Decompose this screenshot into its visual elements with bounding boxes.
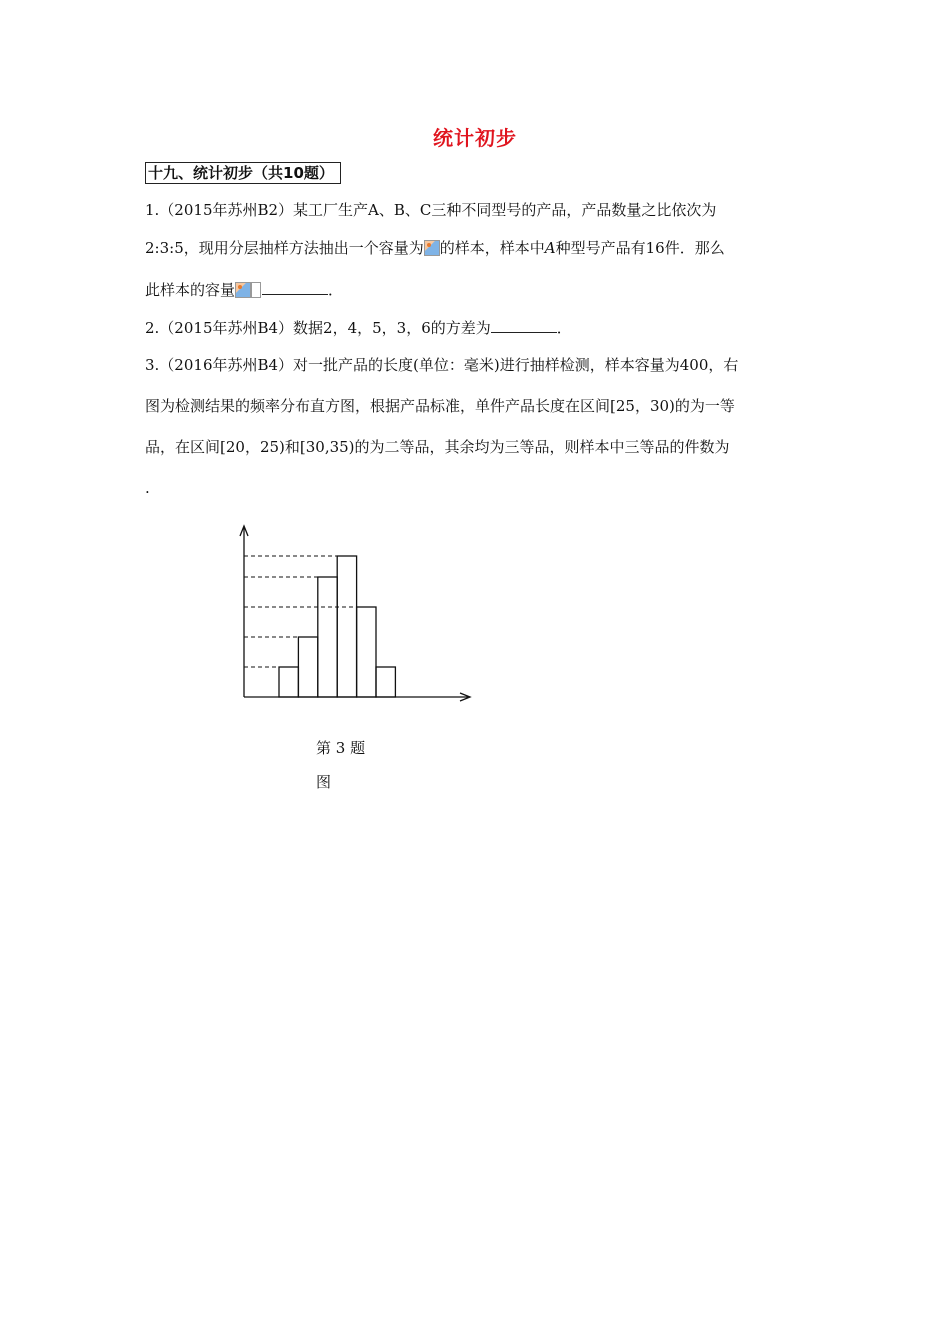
- question-1-line-1: 1.（2015年苏州B2）某工厂生产A、B、C三种不同型号的产品，产品数量之比依次为: [145, 201, 717, 219]
- broken-image-icon: [424, 240, 440, 256]
- question-3-line-1: 3.（2016年苏州B4）对一批产品的长度(单位：毫米)进行抽样检测，样本容量为400，右: [145, 356, 739, 374]
- figure-caption-line-1: 第 3 题: [316, 739, 366, 757]
- q1-line3-part-a: 此样本的容量: [145, 281, 236, 299]
- histogram-bar-1: [279, 667, 298, 697]
- answer-blank: [262, 280, 328, 295]
- answer-blank: [491, 318, 557, 333]
- frequency-histogram: [230, 520, 480, 710]
- histogram-bar-6: [376, 667, 395, 697]
- question-3-line-3: 品，在区间[20，25)和[30,35)的为二等品，其余均为三等品，则样本中三等品的件数为: [145, 438, 730, 456]
- q1-line3-end: ．: [328, 281, 344, 299]
- histogram-bar-4: [337, 556, 356, 697]
- question-3-line-4: .: [145, 479, 150, 497]
- histogram-bar-5: [357, 607, 376, 697]
- figure-caption-line-2: 图: [316, 773, 332, 791]
- broken-image-icon: [235, 282, 251, 298]
- q1-line2-part-b: 的样本，样本中: [439, 239, 545, 257]
- q2-end: ．: [556, 319, 572, 337]
- q1-line2-part-a: 2:3:5，现用分层抽样方法抽出一个容量为: [145, 239, 424, 257]
- question-1-line-2: [145, 238, 810, 258]
- image-frame-icon: [251, 282, 261, 298]
- question-3-line-2: 图为检测结果的频率分布直方图，根据产品标准，单件产品长度在区间[25，30)的为一等: [145, 397, 735, 415]
- q1-line2-var: A: [544, 239, 556, 257]
- section-header: 十九、统计初步（共10题）: [145, 162, 341, 184]
- q1-line2-part-d: 种型号产品有16件．那么: [555, 239, 725, 257]
- q2-text: 2.（2015年苏州B4）数据2，4，5，3，6的方差为: [145, 319, 491, 337]
- question-1-line-3: [145, 280, 810, 300]
- histogram-bar-3: [318, 577, 337, 697]
- page-title: 统计初步: [433, 126, 517, 150]
- question-2: [145, 318, 810, 338]
- histogram-bar-2: [298, 637, 317, 697]
